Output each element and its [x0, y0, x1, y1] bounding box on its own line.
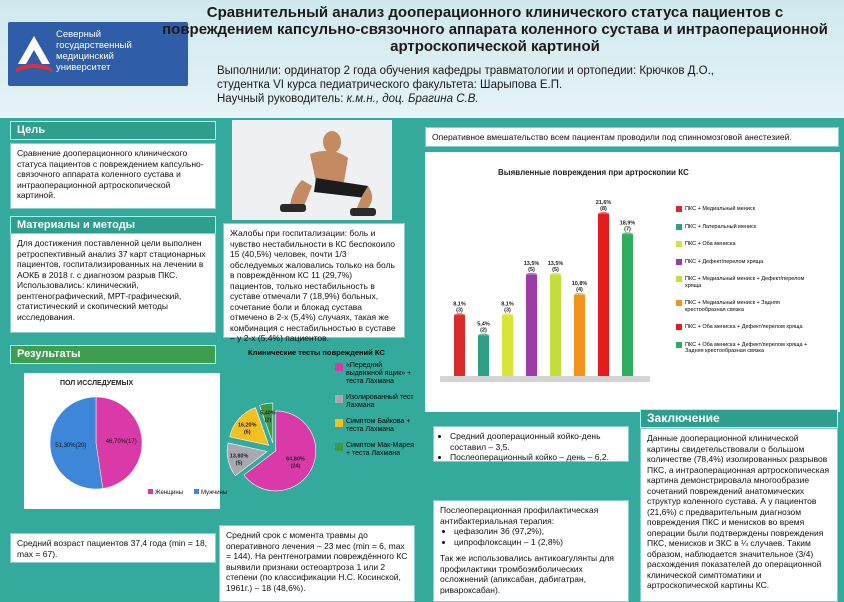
logo-line: университет: [56, 62, 111, 73]
slice-label-line: (6): [243, 429, 251, 436]
prophylaxis-list: [440, 526, 622, 547]
prophylaxis-outro: Так же использовались антикоагулянты для профилактики тромбоэмболических осложнений (апиксабан, дабигатран, ривароксабан).: [440, 553, 614, 595]
bar-floor: [440, 376, 650, 382]
legend-swatch: [335, 395, 343, 403]
list-item: • цефазолин 36 (97,2%),: [454, 526, 622, 537]
goal-card: Сравнение дооперационного клинического статуса пациентов с повреждением капсульно-связочного аппарата коленного сустава и интраоперационной артроскопической картиной.: [10, 143, 216, 209]
logo-line: Северный: [56, 29, 102, 40]
prophylaxis-card: [433, 500, 629, 602]
complaints-card: Жалобы при госпитализации: боль и чувство нестабильности в КС беспокоило 15 (40,5%) человек, почти 1/3 обследуемых жаловались только на боль в повреждённом КС 11 (29,7%) пациентов, только нестабильность в суставе отмечали 7 (18,9%) больных, сочетание боли и блокад сустава отмечено в 2-х (5,4%) случаях, такая же комбинация с нестабильностью в суставе – у 2-х (5,4%) пациентов.: [223, 223, 405, 338]
bar: [622, 234, 633, 376]
supervisor: [217, 92, 714, 106]
legend-swatch: [335, 419, 343, 427]
legend-label: Изолированный тест Лахмана: [346, 394, 414, 409]
bar-label-line: 5,4%: [477, 321, 490, 328]
legend-item: [676, 342, 816, 355]
gender-pie-chart: [24, 373, 228, 509]
authors: [217, 64, 714, 106]
bar-cap: [574, 293, 585, 297]
bar-label-line: 13,5%: [547, 260, 564, 267]
bar-cap: [502, 313, 513, 317]
legend-item: [335, 362, 415, 386]
bar: [574, 295, 585, 376]
legend-swatch: [676, 206, 682, 212]
legend-swatch: [676, 300, 682, 306]
legend-item: [335, 418, 415, 434]
supervisor-name: к.м.н., доц. Брагина С.В.: [346, 93, 479, 105]
legend-label: «Передний выдвижной ящик» + теста Лахмана: [346, 362, 412, 385]
legend-item: [676, 224, 816, 231]
slice-label-line: 5,40%: [260, 410, 276, 417]
term-card: Средний срок с момента травмы до оперативного лечения – 23 мес (min = 6, max = 144). На рентгенограмии повреждённого КС выявили признаки остеоартроза 1 или 2 степени (по классификации Н.С. Косинской, 1961г.) – 18 (48,6%).: [219, 525, 415, 602]
legend-label: ПКС + Оба мениска: [685, 241, 736, 247]
legend-item: [676, 276, 816, 289]
conclusion-card: Данные дооперационной клинической картины свидетельствовали о большом количестве (78,4%) изолированных разрывов ПКС, а интраоперационная артроскопическая картина демонстрировала многообразие сочетаний повреждений анатомических структур коленного сустава. А у пациентов (21,6%) с предварительным диагнозом повреждения ПКС и менисков во время операции были подтверждены повреждения ПКС, менисков и ЗКС в ¼ случаев. Таким образом, наблюдается значительное (3/4) расхождения показателей до операционной клинической симптоматики и артроскопической картины КС.: [640, 428, 838, 602]
legend-label: ПКС + Оба мениска + Дефект/перелом хряща: [685, 324, 803, 330]
logo-emblem-icon: [14, 30, 54, 78]
supervisor-label: Научный руководитель:: [217, 93, 347, 105]
legend-swatch: [335, 443, 343, 451]
tests-pie-chart: [222, 362, 332, 512]
slice-label: 51,30%(20): [55, 442, 87, 449]
legend-label: Мужчины: [201, 490, 228, 496]
goal-heading: Цель: [10, 121, 216, 140]
tests-pie-title: Клинические тесты повреждений КС: [248, 348, 385, 357]
list-item: • ципрофлоксацин – 1 (2,8%): [454, 537, 622, 548]
methods-heading: Материалы и методы: [10, 216, 216, 235]
legend-swatch: [335, 363, 343, 371]
legend-label: ПКС + Дефект/перелом хряща: [685, 258, 764, 265]
bar: [502, 315, 513, 376]
bar-cap: [598, 212, 609, 216]
logo-line: государственный: [56, 40, 132, 51]
bar: [478, 336, 489, 377]
bar: [598, 214, 609, 376]
poster-title: Сравнительный анализ дооперационного клинического статуса пациентов с повреждением капсульно-связочного аппарата коленного сустава и интраоперационной артроскопической картиной: [162, 4, 828, 55]
bar-label-line: (4): [576, 287, 583, 293]
bar-label: [596, 200, 612, 212]
legend-label: ПКС + Оба мениска + Дефект/перелом хряща + Задняя крестообразная связка: [685, 341, 808, 354]
age-card: Средний возраст пациентов 37,4 года (min = 18, max = 67).: [10, 533, 216, 563]
bar-cap: [622, 232, 633, 236]
legend-swatch: [676, 342, 682, 348]
slice-label-line: (2): [264, 417, 272, 424]
bar-label: [620, 220, 636, 232]
legend-item: [676, 300, 816, 313]
bar-label: [572, 281, 588, 293]
gender-pie-title: ПОЛ ИССЛЕДУЕМЫХ: [60, 380, 134, 387]
bar-label-line: (2): [480, 327, 487, 334]
legend-item: [335, 394, 415, 410]
photo-knee-injury: [232, 120, 392, 220]
legend-label: ПКС + Латеральный мениск: [685, 223, 757, 230]
slice-label: [260, 411, 276, 424]
bar-label-line: 21,6%: [595, 200, 612, 206]
slice-label-line: (24): [290, 463, 301, 470]
legend-swatch: [676, 241, 682, 247]
authors-line: Выполнили: ординатор 2 года обучения кафедры травматологии и ортопедии: Крючков Д.О.,: [217, 65, 714, 77]
slice-label-line: 64,80%: [286, 456, 305, 463]
bed-days-list: [440, 431, 622, 463]
logo-line: медицинский: [56, 51, 114, 62]
legend-swatch: [676, 324, 682, 330]
legend-label: Симптом Байкова + теста Лахмана: [346, 418, 411, 433]
bar-cap: [550, 273, 561, 277]
prophylaxis-intro: Послеоперационная профилактическая антибактериальная терапия:: [440, 505, 599, 526]
bar-label-line: 8,1%: [501, 301, 514, 308]
legend-label: Симптом Мак-Марея + теста Лахмана: [346, 442, 414, 457]
slice-label-line: 13,80%: [229, 453, 249, 460]
slice-label: 46,70%(17): [105, 439, 137, 446]
slice-label-line: (5): [235, 460, 243, 467]
bar-label-line: (3): [504, 307, 511, 314]
bar-label: [548, 261, 564, 273]
injuries-bar-chart: [428, 176, 676, 408]
legend-label: ПКС + Медиальный мениск + Дефект/перелом хряща: [685, 276, 805, 289]
bar: [454, 315, 465, 376]
bar-label-line: (8): [600, 206, 607, 212]
legend-label: ПКС + Медиальный мениск + Задняя крестообразная связка: [685, 300, 780, 313]
bar-label: [477, 322, 490, 334]
bar-label-line: (5): [552, 266, 559, 273]
anesthesia-card: Оперативное вмешательство всем пациентам проводили под спинномозговой анестезией.: [425, 127, 839, 147]
slice-label-line: 16,20%: [237, 422, 257, 429]
bar: [550, 275, 561, 376]
athlete-image-icon: [232, 120, 392, 220]
bar-label-line: (7): [624, 226, 631, 233]
bar-label-line: (5): [528, 266, 535, 273]
tests-pie-legend: [335, 362, 415, 466]
bar-label-line: (3): [456, 307, 463, 314]
bar-chart-title: Выявленные повреждения при артроскопии КС: [498, 168, 689, 177]
legend-item: [676, 259, 816, 266]
legend-item: [676, 324, 816, 331]
legend-item: [335, 442, 415, 458]
bed-days-card: [433, 426, 629, 462]
list-item: • Послеоперационный койко – день – 6,2.: [450, 452, 622, 463]
legend-item: [676, 206, 816, 213]
bar-label: [524, 261, 540, 273]
bar-cap: [478, 334, 489, 338]
bar-cap: [526, 273, 537, 277]
legend-label: ПКС + Медиальный мениск: [685, 206, 756, 212]
legend-label: Женщины: [155, 490, 184, 496]
list-item: • Средний дооперационный койко-день составил – 3,5.: [450, 431, 622, 452]
bar-label-line: 18,9%: [619, 220, 636, 227]
authors-line: студентка VI курса педиатрического факультета: Шарыпова Е.П.: [217, 79, 563, 91]
methods-card: Для достижения поставленной цели выполнен ретроспективный анализ 37 карт стационарных пациентов, госпитализированных на лечении в АОКБ в 2018 г. с диагнозом разрыв ПКС. Использовались: клинический, рентгенографический, МРТ-графический, статистический и скопический методы исследования.: [10, 233, 216, 333]
bar-label: [501, 301, 514, 313]
legend-swatch: [676, 259, 682, 265]
bar-label-line: 8,1%: [453, 301, 466, 308]
bar-cap: [454, 313, 465, 317]
bar: [526, 275, 537, 376]
bar-label: [453, 301, 466, 313]
legend-item: [676, 241, 816, 248]
bar-label-line: 10,8%: [571, 281, 588, 287]
header: [0, 0, 844, 118]
conclusion-heading: Заключение: [640, 409, 838, 428]
logo-text: [56, 29, 132, 73]
legend-swatch: [676, 276, 682, 282]
bar-chart-legend: [676, 206, 816, 366]
legend-swatch: [676, 224, 682, 230]
legend-swatch: [148, 489, 153, 494]
legend-swatch: [194, 489, 199, 494]
bar-label-line: 13,5%: [523, 260, 540, 267]
results-heading: Результаты: [10, 345, 216, 364]
